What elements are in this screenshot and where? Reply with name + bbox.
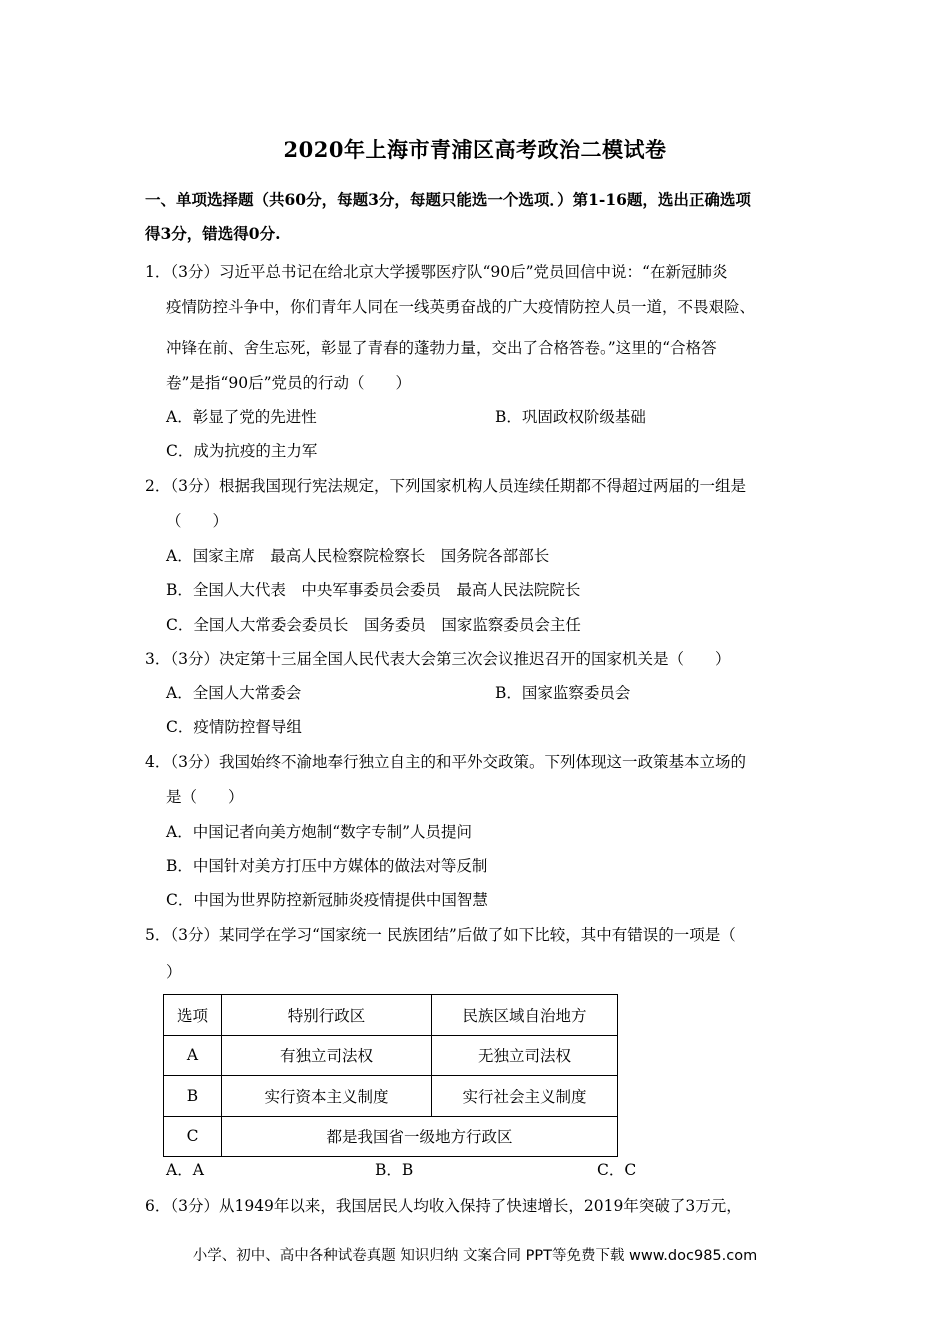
table-row (164, 1076, 618, 1117)
question-4-option-a[interactable]: A．中国记者向美方炮制“数字专制”人员提问 (166, 823, 473, 841)
question-4-text: 是（ ） (166, 788, 244, 806)
question-4-option-b[interactable]: B．中国针对美方打压中方媒体的做法对等反制 (166, 857, 488, 875)
question-1-option-c[interactable]: C．成为抗疫的主力军 (166, 442, 318, 460)
page-title: 2020年上海市青浦区高考政治二模试卷 (283, 137, 667, 162)
question-1-text: 卷”是指“90后”党员的行动（ ） (166, 374, 411, 392)
section-header (145, 183, 815, 251)
table-cell: 实行资本主义制度 (222, 1076, 432, 1117)
table-cell: A (164, 1035, 222, 1076)
section-header-line-1: 一、单项选择题（共60分，每题3分，每题只能选一个选项．）第1-16题，选出正确选项 (145, 190, 751, 209)
section-header-line-2: 得3分，错选得0分. (145, 224, 281, 243)
table-cell: 无独立司法权 (432, 1035, 618, 1076)
question-3-option-b[interactable]: B．国家监察委员会 (495, 684, 631, 702)
table-row (164, 1116, 618, 1157)
question-4-option-c[interactable]: C．中国为世界防控新冠肺炎疫情提供中国智慧 (166, 891, 488, 909)
question-3-option-c[interactable]: C．疫情防控督导组 (166, 718, 302, 736)
question-5-text: ） (166, 963, 182, 981)
page-footer: 小学、初中、高中各种试卷真题 知识归纳 文案合同 PPT等免费下载 www.doc985.com (192, 1248, 758, 1264)
question-5-option-b[interactable]: B．B (375, 1161, 414, 1179)
table-row (164, 1035, 618, 1076)
table-cell: B (164, 1076, 222, 1117)
question-2-text: （ ） (166, 512, 229, 530)
comparison-table (163, 994, 618, 1157)
question-5-option-a[interactable]: A．A (166, 1161, 204, 1179)
question-2-stem: 2．（3分）根据我国现行宪法规定，下列国家机构人员连续任期都不得超过两届的一组是 (145, 477, 746, 495)
table-header-cell: 民族区域自治地方 (432, 995, 618, 1036)
question-1-text: 疫情防控斗争中，你们青年人同在一线英勇奋战的广大疫情防控人员一道，不畏艰险、 (166, 298, 756, 316)
question-5-stem: 5．（3分）某同学在学习“国家统一 民族团结”后做了如下比较，其中有错误的一项是（ (145, 926, 736, 944)
table-cell: 有独立司法权 (222, 1035, 432, 1076)
question-6-stem: 6．（3分）从1949年以来，我国居民人均收入保持了快速增长，2019年突破了3万元， (145, 1197, 742, 1215)
question-1-stem: 1．（3分）习近平总书记在给北京大学援鄂医疗队“90后”党员回信中说：“在新冠肺炎 (145, 263, 728, 281)
question-4-stem: 4．（3分）我国始终不渝地奉行独立自主的和平外交政策。下列体现这一政策基本立场的 (145, 753, 746, 771)
question-3-stem: 3．（3分）决定第十三届全国人民代表大会第三次会议推迟召开的国家机关是（ ） (145, 650, 731, 668)
table-header-row (164, 995, 618, 1036)
question-1-option-a[interactable]: A．彰显了党的先进性 (166, 408, 317, 426)
table-cell: 实行社会主义制度 (432, 1076, 618, 1117)
question-2-option-b[interactable]: B．全国人大代表 中央军事委员会委员 最高人民法院院长 (166, 581, 581, 599)
question-1-text: 冲锋在前、舍生忘死，彰显了青春的蓬勃力量，交出了合格答卷。”这里的“合格答 (166, 339, 717, 357)
table-cell-merged: 都是我国省一级地方行政区 (222, 1116, 618, 1157)
question-2-option-c[interactable]: C．全国人大常委会委员长 国务委员 国家监察委员会主任 (166, 616, 581, 634)
table-cell: C (164, 1116, 222, 1157)
question-5-option-c[interactable]: C．C (597, 1161, 637, 1179)
table-header-cell: 选项 (164, 995, 222, 1036)
table-header-cell: 特别行政区 (222, 995, 432, 1036)
question-2-option-a[interactable]: A．国家主席 最高人民检察院检察长 国务院各部部长 (166, 547, 550, 565)
question-3-option-a[interactable]: A．全国人大常委会 (166, 684, 302, 702)
question-1-option-b[interactable]: B．巩固政权阶级基础 (495, 408, 646, 426)
